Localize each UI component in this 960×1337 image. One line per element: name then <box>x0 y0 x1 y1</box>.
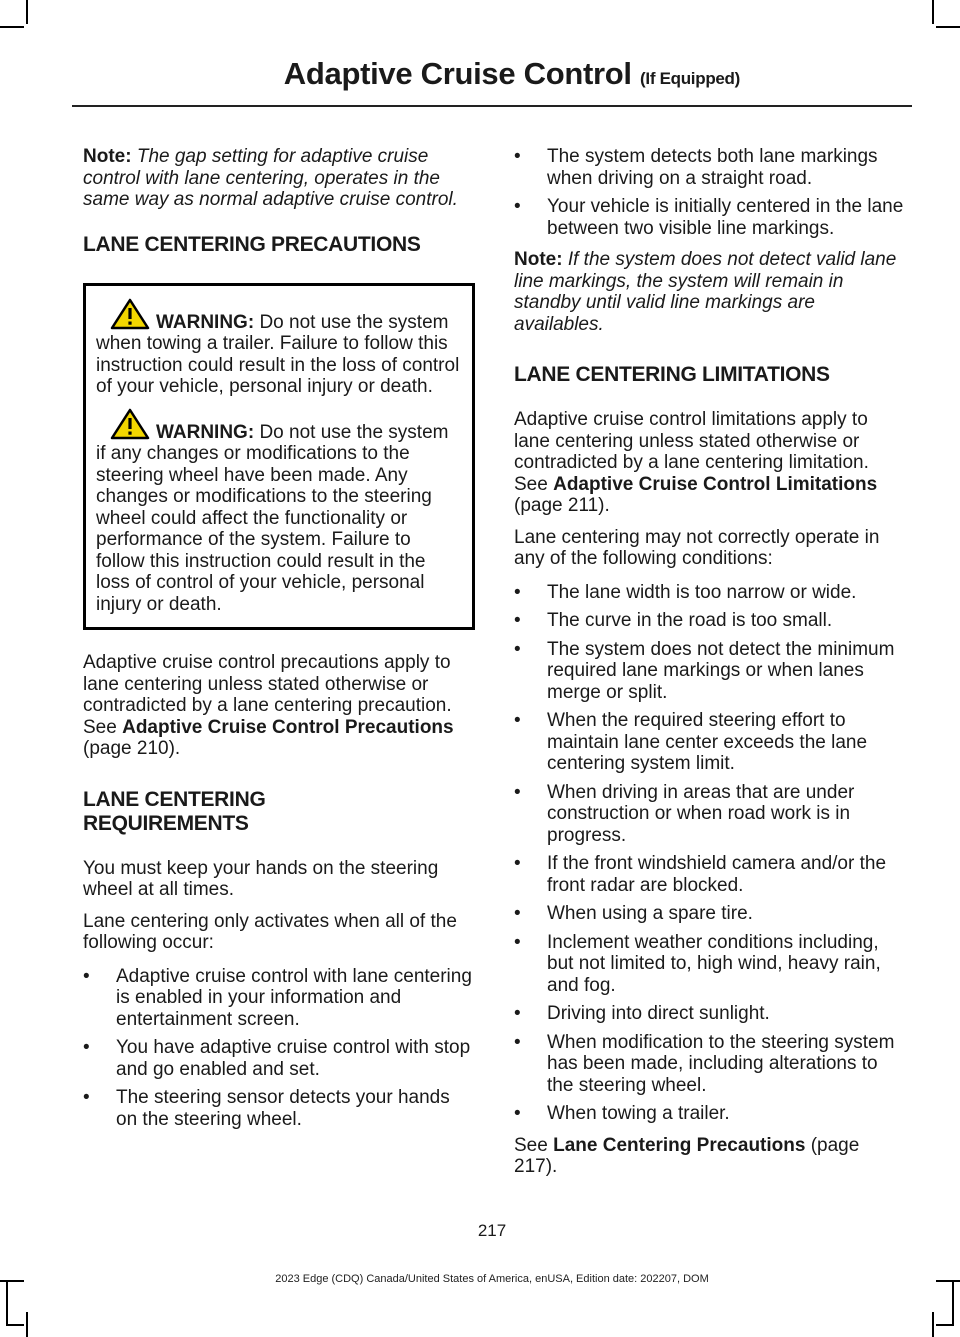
note-text: The gap setting for adaptive cruise control with lane centering, operates in the same way as normal adaptive cruise control. <box>83 146 458 210</box>
crop-mark <box>936 26 960 28</box>
list-item: • The lane width is too narrow or wide. <box>514 582 906 604</box>
crop-mark <box>26 1312 28 1337</box>
heading-lane-centering-limitations: LANE CENTERING LIMITATIONS <box>514 363 830 386</box>
list-item: • Adaptive cruise control with lane centering is enabled in your information and entertainment screen. <box>83 966 475 1031</box>
page-reference: (page 211). <box>514 495 610 516</box>
requirements-list-continued <box>514 146 906 239</box>
list-item: • The system does not detect the minimum required lane markings or when lanes merge or split. <box>514 639 906 704</box>
list-item: • Inclement weather conditions including, but not limited to, high wind, heavy rain, and fog. <box>514 932 906 997</box>
cross-reference-link[interactable]: Adaptive Cruise Control Precautions <box>122 716 454 738</box>
list-item: • When driving in areas that are under construction or when road work is in progress. <box>514 782 906 847</box>
see-also-paragraph <box>514 1135 906 1178</box>
header-title-text: Adaptive Cruise Control <box>283 56 632 91</box>
warning-box <box>83 283 475 631</box>
paragraph: Lane centering may not correctly operate in any of the following conditions: <box>514 526 880 569</box>
note-paragraph <box>514 249 906 335</box>
warning-paragraph <box>96 408 462 616</box>
note-text: If the system does not detect valid lane line markings, the system will remain in standby until valid line markings are availables. <box>514 249 897 335</box>
header-subtitle: (If Equipped) <box>640 69 740 88</box>
header-rule <box>72 105 912 107</box>
crop-mark <box>6 1282 8 1326</box>
list-item: • You have adaptive cruise control with stop and go enabled and set. <box>83 1037 475 1080</box>
heading-lane-centering-requirements-line1: LANE CENTERING <box>83 787 266 811</box>
warning-label: WARNING: <box>156 421 255 443</box>
list-item: • When modification to the steering system has been made, including alterations to the steering wheel. <box>514 1032 906 1097</box>
warning-text: Do not use the system if any changes or modifications to the steering wheel have been made. Any changes or modifications to the steering wheel could affect the functionality or performance of the system. Failure to follow this instruction could result in the loss of control of your vehicle, personal injury or death. <box>96 421 449 615</box>
list-item: • When towing a trailer. <box>514 1103 906 1125</box>
heading-lane-centering-precautions: LANE CENTERING PRECAUTIONS <box>83 232 421 256</box>
list-item: • Your vehicle is initially centered in the lane between two visible line markings. <box>514 196 906 239</box>
warning-text: Do not use the system when towing a trailer. Failure to follow this instruction could result in the loss of control of your vehicle, personal injury or death. <box>96 311 460 397</box>
page-number: 217 <box>477 1221 507 1240</box>
list-item: • The system detects both lane markings when driving on a straight road. <box>514 146 906 189</box>
footer-edition-info: 2023 Edge (CDQ) Canada/United States of America, enUSA, Edition date: 202207, DOM <box>275 1273 709 1285</box>
crop-mark <box>8 1324 24 1326</box>
cross-reference-link[interactable]: Adaptive Cruise Control Limitations <box>553 473 878 495</box>
crop-mark <box>26 0 28 24</box>
limitations-paragraph <box>514 409 906 517</box>
paragraph: You must keep your hands on the steering wheel at all times. <box>83 857 439 900</box>
limitations-list <box>514 582 906 1125</box>
crop-mark <box>932 1312 934 1337</box>
precautions-paragraph <box>83 652 475 760</box>
warning-label: WARNING: <box>156 311 255 333</box>
crop-mark <box>932 0 934 24</box>
page-reference: (page 217). <box>514 1134 860 1177</box>
list-item: • When using a spare tire. <box>514 903 906 925</box>
warning-triangle-icon <box>110 408 150 440</box>
list-item: • Driving into direct sunlight. <box>514 1003 906 1025</box>
cross-reference-link[interactable]: Lane Centering Precautions <box>553 1134 806 1156</box>
paragraph-text: Adaptive cruise control precautions apply to lane centering unless stated otherwise or contradicted by a lane centering precaution. See <box>83 652 452 738</box>
list-item: • If the front windshield camera and/or the front radar are blocked. <box>514 853 906 896</box>
list-item: • When the required steering effort to maintain lane center exceeds the lane centering system limit. <box>514 710 906 775</box>
note-paragraph <box>83 146 475 211</box>
left-column <box>83 146 475 1140</box>
warning-paragraph <box>96 298 462 398</box>
crop-mark <box>952 1282 954 1326</box>
note-label: Note: <box>83 146 132 167</box>
crop-mark <box>0 26 24 28</box>
list-item: • The curve in the road is too small. <box>514 610 906 632</box>
note-label: Note: <box>514 249 563 270</box>
warning-triangle-icon <box>110 298 150 330</box>
page-header-title <box>284 56 740 92</box>
right-column <box>514 146 906 1188</box>
crop-mark <box>936 1324 952 1326</box>
see-prefix: See <box>514 1134 554 1156</box>
list-item: • The steering sensor detects your hands on the steering wheel. <box>83 1087 475 1130</box>
paragraph: Lane centering only activates when all of the following occur: <box>83 910 457 953</box>
requirements-list <box>83 966 475 1131</box>
heading-lane-centering-requirements-line2: REQUIREMENTS <box>83 811 249 835</box>
page-reference: (page 210). <box>83 738 181 759</box>
paragraph-text: Adaptive cruise control limitations apply to lane centering unless stated otherwise or contradicted by a lane centering limitation. See <box>514 409 869 495</box>
